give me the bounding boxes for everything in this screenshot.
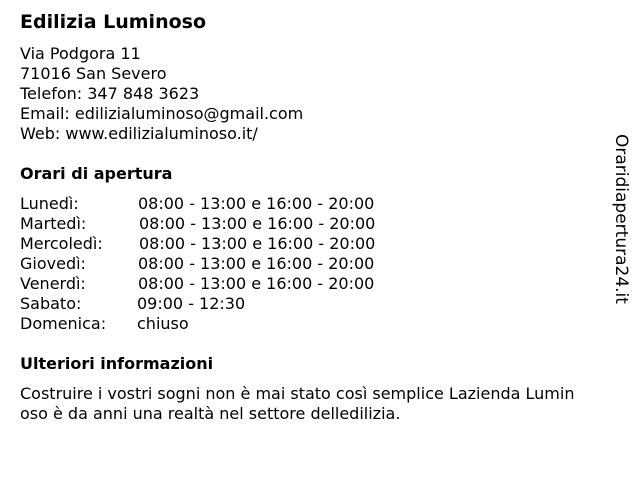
hours-day: Venerdì: <box>20 274 86 293</box>
hours-row-thursday <box>20 254 375 274</box>
business-name: Edilizia Luminoso <box>20 11 207 33</box>
hours-row-saturday <box>20 294 375 314</box>
hours-time: 08:00 - 13:00 e 16:00 - 20:00 <box>139 214 376 233</box>
hours-day: Sabato: <box>20 294 82 313</box>
hours-time: 08:00 - 13:00 e 16:00 - 20:00 <box>138 194 375 213</box>
contact-block <box>20 44 303 144</box>
hours-row-monday <box>20 194 375 214</box>
hours-time: chiuso <box>137 314 189 333</box>
hours-time: 08:00 - 13:00 e 16:00 - 20:00 <box>138 254 375 273</box>
hours-heading: Orari di apertura <box>20 164 173 183</box>
hours-table <box>20 194 375 334</box>
info-heading: Ulteriori informazioni <box>20 354 214 373</box>
address-city: 71016 San Severo <box>20 64 167 83</box>
email-line: Email: edilizialuminoso@gmail.com <box>20 104 304 123</box>
site-watermark-text: Oraridiapertura24.it <box>611 134 631 304</box>
info-text: Costruire i vostri sogni non è mai stato così semplice Lazienda Luminoso è da anni una realtà nel settore delledilizia. <box>20 384 575 423</box>
web-line: Web: www.edilizialuminoso.it/ <box>20 124 258 143</box>
phone-line: Telefon: 347 848 3623 <box>20 84 200 103</box>
hours-row-friday <box>20 274 375 294</box>
hours-time: 09:00 - 12:30 <box>137 294 246 313</box>
hours-row-wednesday <box>20 234 375 254</box>
hours-row-tuesday <box>20 214 375 234</box>
hours-row-sunday <box>20 314 375 334</box>
hours-day: Giovedì: <box>20 254 86 273</box>
hours-time: 08:00 - 13:00 e 16:00 - 20:00 <box>138 274 375 293</box>
hours-day: Mercoledì: <box>20 234 103 253</box>
site-watermark <box>609 134 633 312</box>
hours-day: Lunedì: <box>20 194 79 213</box>
address-street: Via Podgora 11 <box>20 44 141 63</box>
hours-day: Domenica: <box>20 314 107 333</box>
hours-time: 08:00 - 13:00 e 16:00 - 20:00 <box>139 234 376 253</box>
hours-day: Martedì: <box>20 214 87 233</box>
